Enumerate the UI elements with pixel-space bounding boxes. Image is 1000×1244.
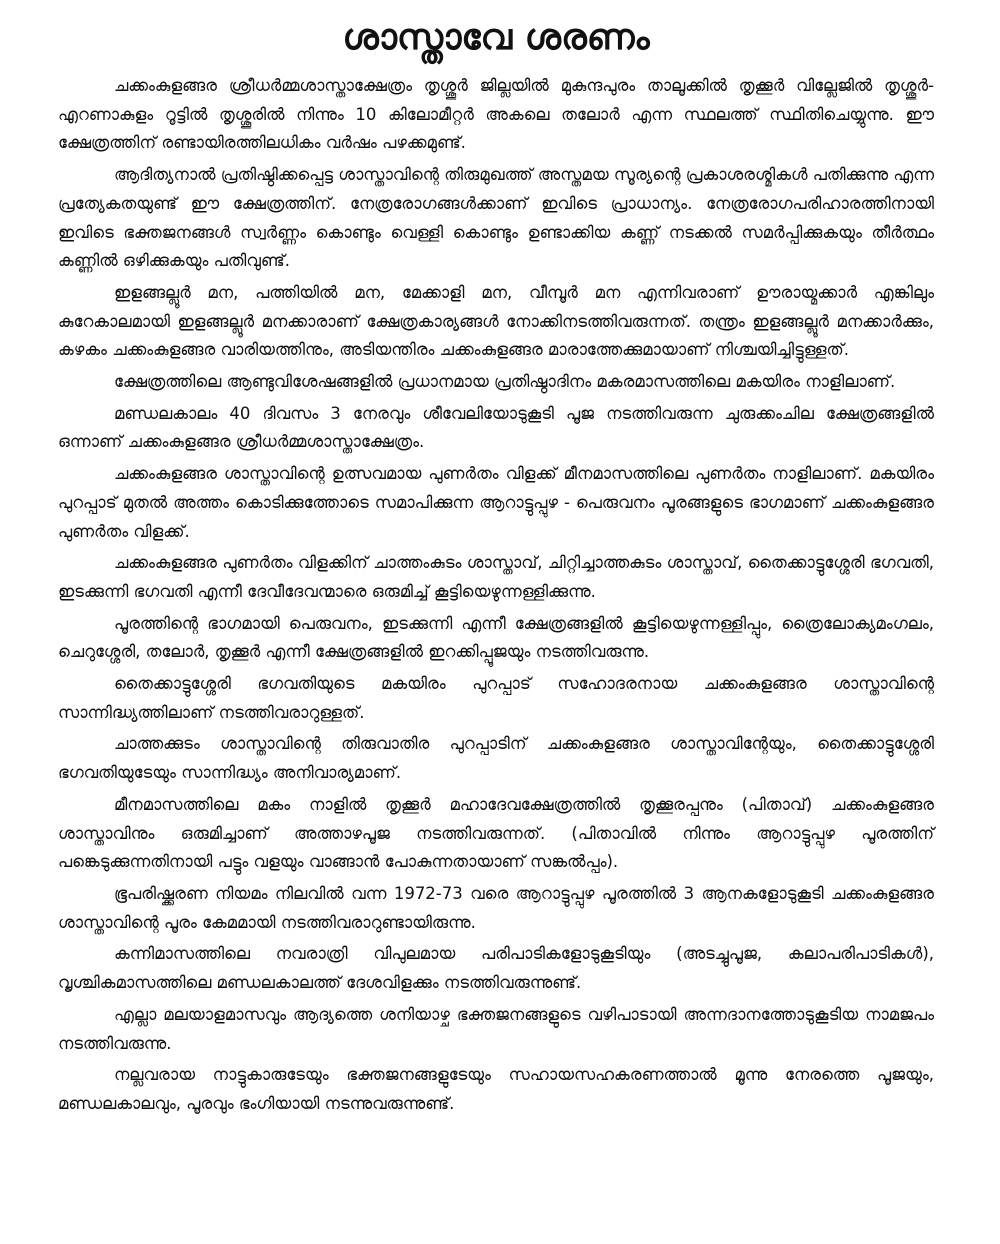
paragraph: ആദിത്യനാൽ പ്രതിഷ്ഠിക്കപ്പെട്ട ശാസ്താവിന്റെ തിരുമുഖത്ത് അസ്തമയ സൂര്യന്റെ പ്രകാശരശ്മികൾ പതിക്കുന്നു എന്ന പ്രത്യേകതയുണ്ട് ഈ ക്ഷേത്രത്തിന്. നേത്രരോഗങ്ങൾക്കാണ് ഇവിടെ പ്രാധാന്യം. നേത്രരോഗപരിഹാരത്തിനായി ഇവിടെ ഭക്തജനങ്ങൾ സ്വർണ്ണം കൊണ്ടും വെള്ളി കൊണ്ടും ഉണ്ടാക്കിയ കണ്ണ് നടക്കൽ സമർപ്പിക്കുകയും തീർത്ഥം കണ്ണിൽ ഒഴിക്കുകയും പതിവുണ്ട്. bbox=[58, 165, 934, 271]
document-body bbox=[58, 72, 934, 1119]
paragraph: ഇളങ്ങല്ലൂർ മന, പത്തിയിൽ മന, മേക്കാളി മന, വീമ്പൂർ മന എന്നിവരാണ് ഊരായ്മക്കാർ എങ്കിലും കുറേകാലമായി ഇളങ്ങല്ലൂർ മനക്കാരാണ് ക്ഷേത്രകാര്യങ്ങൾ നോക്കിനടത്തിവരുന്നത്. തന്ത്രം ഇളങ്ങല്ലൂർ മനക്കാർക്കും, കഴകം ചക്കംകുളങ്ങര വാരിയത്തിനും, അടിയന്തിരം ചക്കംകുളങ്ങര മാരാത്തേക്കുമായാണ് നിശ്ചയിച്ചിട്ടുള്ളത്. bbox=[58, 282, 934, 360]
page-title: ശാസ്താവേ ശരണം bbox=[342, 17, 650, 58]
paragraph: തൈക്കാട്ടുശ്ശേരി ഭഗവതിയുടെ മകയിരം പുറപ്പാട് സഹോദരനായ ചക്കംകുളങ്ങര ശാസ്താവിന്റെ സാന്നിദ്ധ്യത്തിലാണ് നടത്തിവരാറുള്ളത്. bbox=[58, 674, 934, 722]
paragraph: ചാത്തക്കുടം ശാസ്താവിന്റെ തിരുവാതിര പുറപ്പാടിന് ചക്കംകുളങ്ങര ശാസ്താവിന്റേയും, തൈക്കാട്ടുശ്ശേരി ഭഗവതിയുടേയും സാന്നിദ്ധ്യം അനിവാര്യമാണ്. bbox=[58, 734, 934, 783]
paragraph: ചക്കംകുളങ്ങര ശാസ്താവിന്റെ ഉത്സവമായ പുണർതം വിളക്ക് മീനമാസത്തിലെ പുണർതം നാളിലാണ്. മകയിരം പുറപ്പാട് മുതൽ അത്തം കൊടിക്കുത്തോടെ സമാപിക്കുന്ന ആറാട്ടുപ്പുഴ - പെരുവനം പൂരങ്ങളുടെ ഭാഗമാണ് ചക്കംകുളങ്ങര പുണർതം വിളക്ക്. bbox=[58, 464, 934, 541]
paragraph: മീനമാസത്തിലെ മകം നാളിൽ തൃക്കൂർ മഹാദേവക്ഷേത്രത്തിൽ തൃക്കൂരപ്പനും (പിതാവ്) ചക്കംകുളങ്ങര ശാസ്താവിനും ഒരുമിച്ചാണ് അത്താഴപൂജ നടത്തിവരുന്നത്. (പിതാവിൽ നിന്നും ആറാട്ടുപ്പുഴ പൂരത്തിന് പങ്കെടുക്കുന്നതിനായി പട്ടും വളയും വാങ്ങാൻ പോകുന്നതായാണ് സങ്കൽപ്പം). bbox=[58, 794, 934, 872]
paragraph: ഭൂപരിഷ്ക്കരണ നിയമം നിലവിൽ വന്ന 1972-73 വരെ ആറാട്ടുപ്പുഴ പൂരത്തിൽ 3 ആനകളോടുകൂടി ചക്കംകുളങ്ങര ശാസ്താവിന്റെ പൂരം കേമമായി നടത്തിവരാറുണ്ടായിരുന്നു. bbox=[58, 883, 934, 932]
paragraph: എല്ലാ മലയാളമാസവും ആദ്യത്തെ ശനിയാഴ്ച ഭക്തജനങ്ങളുടെ വഴിപാടായി അന്നദാനത്തോടുകൂടിയ നാമജപം നടത്തിവരുന്നു. bbox=[58, 1004, 934, 1053]
paragraph: പൂരത്തിന്റെ ഭാഗമായി പെരുവനം, ഇടക്കുന്നി എന്നീ ക്ഷേത്രങ്ങളിൽ കൂട്ടിയെഴുന്നള്ളിപ്പും, ത്രൈലോക്യമംഗലം, ചെറുശ്ശേരി, തലോർ, തൃക്കൂർ എന്നീ ക്ഷേത്രങ്ങളിൽ ഇറക്കിപ്പൂജയും നടത്തിവരുന്നു. bbox=[58, 613, 934, 662]
paragraph: മണ്ഡലകാലം 40 ദിവസം 3 നേരവും ശീവേലിയോടുകൂടി പൂജ നടത്തിവരുന്ന ചുരുക്കംചില ക്ഷേത്രങ്ങളിൽ ഒന്നാണ് ചക്കംകുളങ്ങര ശ്രീധർമ്മശാസ്താക്ഷേത്രം. bbox=[58, 403, 934, 452]
paragraph: കന്നിമാസത്തിലെ നവരാത്രി വിപുലമായ പരിപാടികളോടുകൂടിയും (അടച്ചുപൂജ, കലാപരിപാടികൾ), വൃശ്ചികമാസത്തിലെ മണ്ഡലകാലത്ത് ദേശവിളക്കും നടത്തിവരുന്നുണ്ട്. bbox=[58, 944, 934, 993]
paragraph: നല്ലവരായ നാട്ടുകാരുടേയും ഭക്തജനങ്ങളുടേയും സഹായസഹകരണത്താൽ മൂന്നു നേരത്തെ പൂജയും, മണ്ഡലകാലവും, പൂരവും ഭംഗിയായി നടന്നുവരുന്നുണ്ട്. bbox=[58, 1065, 934, 1113]
paragraph: ക്ഷേത്രത്തിലെ ആണ്ടുവിശേഷങ്ങളിൽ പ്രധാനമായ പ്രതിഷ്ഠാദിനം മകരമാസത്തിലെ മകയിരം നാളിലാണ്. bbox=[114, 372, 896, 392]
paragraph: ചക്കംകുളങ്ങര പുണർതം വിളക്കിന് ചാത്തംകുടം ശാസ്താവ്, ചിറ്റിച്ചാത്തകുടം ശാസ്താവ്, തൈക്കാട്ടുശ്ശേരി ഭഗവതി, ഇടക്കുന്നി ഭഗവതി എന്നീ ദേവീദേവന്മാരെ ഒരുമിച്ച് കൂട്ടിയെഴുന്നള്ളിക്കുന്നു. bbox=[58, 553, 934, 601]
paragraph: ചക്കംകുളങ്ങര ശ്രീധർമ്മശാസ്താക്ഷേത്രം തൃശ്ശൂർ ജില്ലയിൽ മുകുന്ദപുരം താലൂക്കിൽ തൃക്കൂർ വില്ലേജിൽ തൃശ്ശൂർ-എറണാകുളം റൂട്ടിൽ തൃശ്ശൂരിൽ നിന്നും 10 കിലോമീറ്റർ അകലെ തലോർ എന്ന സ്ഥലത്ത് സ്ഥിതിചെയ്യുന്നു. ഈ ക്ഷേത്രത്തിന് രണ്ടായിരത്തിലധികം വർഷം പഴക്കമുണ്ട്. bbox=[58, 76, 934, 153]
